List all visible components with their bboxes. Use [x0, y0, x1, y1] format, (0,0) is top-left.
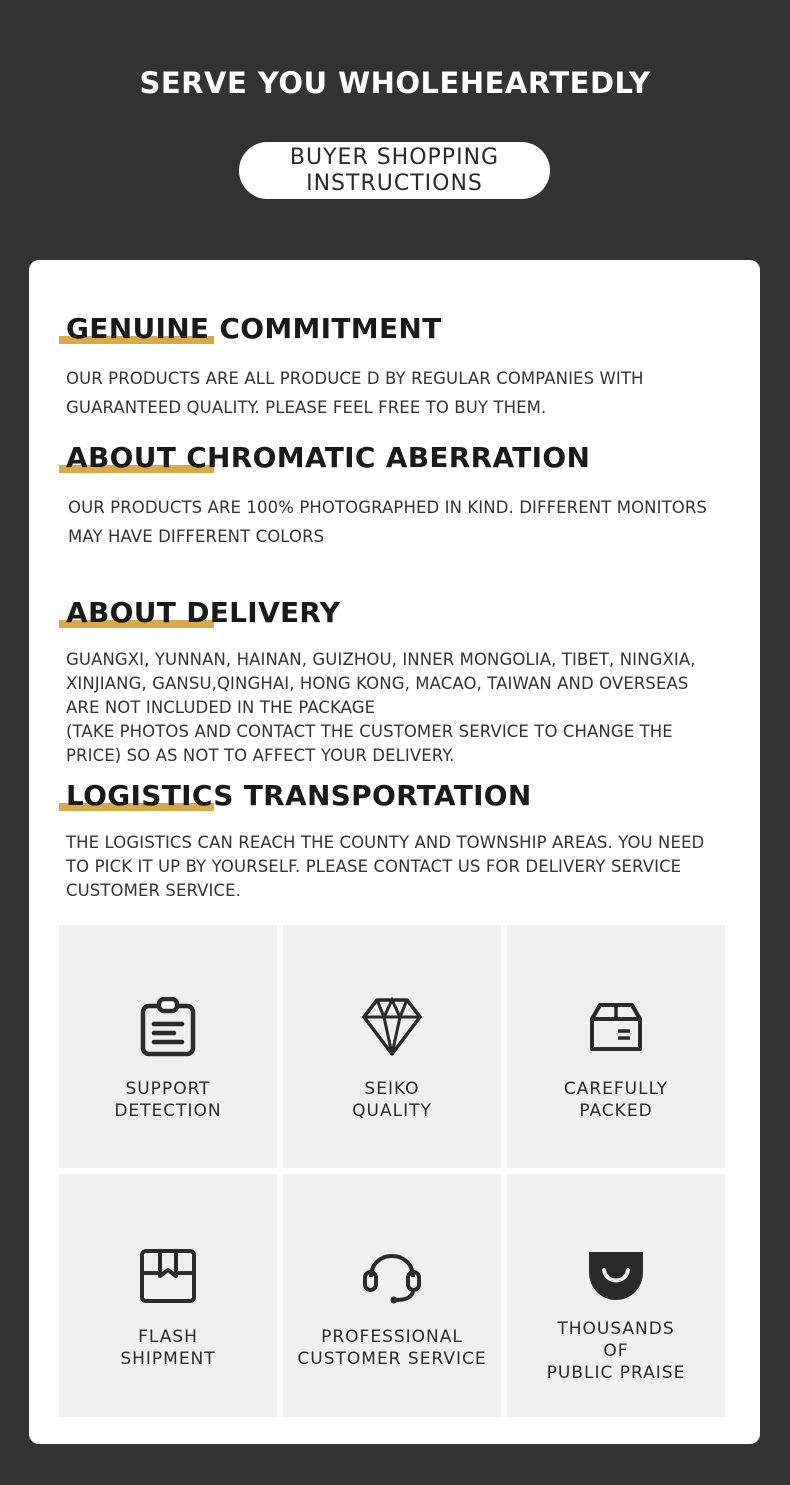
feature-label-line: CAREFULLY: [563, 1079, 669, 1099]
text-line: XINJIANG, GANSU,QINGHAI, HONG KONG, MACAO, TAIWAN AND OVERSEAS: [66, 674, 689, 693]
feature-label: [283, 1078, 501, 1122]
text-line: CUSTOMER SERVICE.: [66, 881, 242, 900]
feature-tile-support-detection: [59, 925, 277, 1168]
feature-label: [59, 1078, 277, 1122]
feature-label-line: THOUSANDS: [557, 1319, 675, 1339]
section-heading: LOGISTICS TRANSPORTATION: [66, 779, 532, 812]
feature-label-line: PACKED: [579, 1101, 653, 1121]
text-line: GUARANTEED QUALITY. PLEASE FEEL FREE TO BUY THEM.: [66, 398, 547, 417]
feature-tile-carefully-packed: [507, 925, 725, 1168]
buyer-instructions-pill: [239, 142, 550, 199]
section-heading: ABOUT CHROMATIC ABERRATION: [66, 441, 591, 474]
section-text: [66, 364, 739, 422]
instructions-card: [29, 260, 760, 1444]
section-text: [66, 831, 739, 903]
section-logistics: [59, 781, 739, 903]
text-line: OUR PRODUCTS ARE 100% PHOTOGRAPHED IN KIND. DIFFERENT MONITORS: [68, 498, 707, 517]
feature-label: [59, 1326, 277, 1370]
feature-label: [507, 1078, 725, 1122]
clipboard-icon: [138, 997, 198, 1057]
feature-label-line: FLASH: [138, 1327, 198, 1347]
feature-label-line: PROFESSIONAL: [321, 1327, 463, 1347]
feature-grid: [59, 925, 725, 1417]
feature-label-line: QUALITY: [352, 1101, 432, 1121]
text-line: MAY HAVE DIFFERENT COLORS: [68, 527, 325, 546]
feature-label-line: PUBLIC PRAISE: [546, 1363, 686, 1383]
diamond-icon: [362, 997, 422, 1057]
text-line: PRICE) SO AS NOT TO AFFECT YOUR DELIVERY.: [66, 746, 455, 765]
feature-label-line: SUPPORT: [125, 1079, 211, 1099]
text-line: (TAKE PHOTOS AND CONTACT THE CUSTOMER SERVICE TO CHANGE THE: [66, 722, 673, 741]
section-heading: GENUINE COMMITMENT: [66, 312, 442, 345]
section-chromatic-aberration: [59, 443, 739, 551]
text-line: ARE NOT INCLUDED IN THE PACKAGE: [66, 698, 376, 717]
section-genuine-commitment: [59, 314, 739, 422]
feature-tile-seiko-quality: [283, 925, 501, 1168]
feature-label-line: SHIPMENT: [120, 1349, 216, 1369]
feature-tile-customer-service: [283, 1174, 501, 1417]
text-line: THE LOGISTICS CAN REACH THE COUNTY AND TOWNSHIP AREAS. YOU NEED: [66, 833, 705, 852]
section-text: [68, 493, 739, 551]
feature-tile-public-praise: [507, 1174, 725, 1417]
feature-label-line: SEIKO: [364, 1079, 420, 1099]
feature-tile-flash-shipment: [59, 1174, 277, 1417]
smile-icon: [586, 1246, 646, 1306]
feature-label-line: OF: [603, 1341, 629, 1361]
page-title: SERVE YOU WHOLEHEARTEDLY: [139, 66, 651, 100]
feature-label-line: DETECTION: [114, 1101, 222, 1121]
section-text: [66, 648, 739, 768]
text-line: GUANGXI, YUNNAN, HAINAN, GUIZHOU, INNER MONGOLIA, TIBET, NINGXIA,: [66, 650, 696, 669]
box-icon: [586, 997, 646, 1057]
feature-label-line: CUSTOMER SERVICE: [297, 1349, 487, 1369]
package-icon: [138, 1246, 198, 1306]
feature-label: [283, 1326, 501, 1370]
headset-icon: [362, 1244, 422, 1304]
section-heading: ABOUT DELIVERY: [66, 596, 341, 629]
text-line: OUR PRODUCTS ARE ALL PRODUCE D BY REGULAR COMPANIES WITH: [66, 369, 644, 388]
section-about-delivery: [59, 598, 739, 768]
pill-line-1: BUYER SHOPPING: [289, 144, 500, 170]
feature-label: [507, 1318, 725, 1384]
text-line: TO PICK IT UP BY YOURSELF. PLEASE CONTACT US FOR DELIVERY SERVICE: [66, 857, 682, 876]
pill-line-2: INSTRUCTIONS: [306, 170, 483, 196]
